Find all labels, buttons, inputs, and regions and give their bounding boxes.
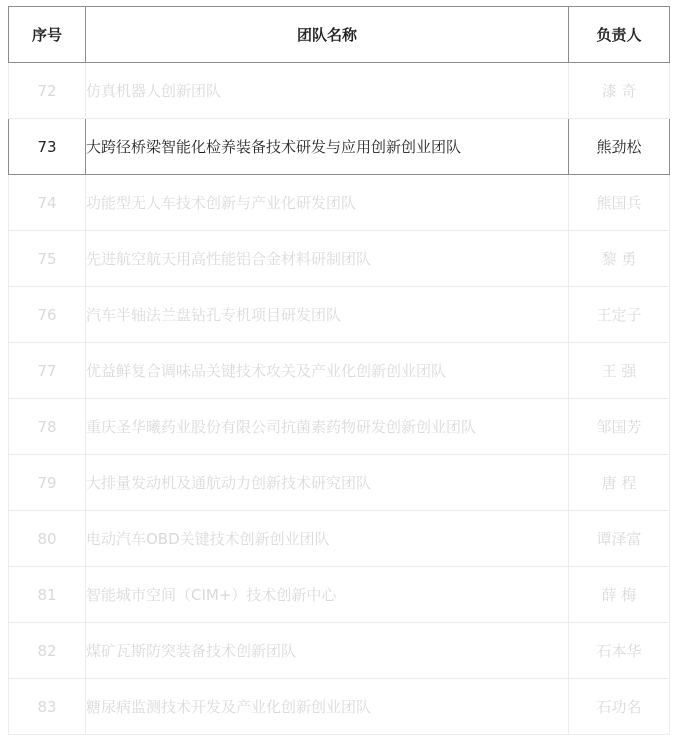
team-name-cell: 汽车半轴法兰盘钻孔专机项目研发团队: [86, 287, 569, 343]
team-name-cell: 仿真机器人创新团队: [86, 63, 569, 119]
serial-number-cell: 81: [9, 567, 86, 623]
serial-number-cell: 83: [9, 679, 86, 735]
serial-number-cell: 77: [9, 343, 86, 399]
serial-number-cell: 75: [9, 231, 86, 287]
serial-number-cell: 72: [9, 63, 86, 119]
team-name-cell: 大跨径桥梁智能化检养装备技术研发与应用创新创业团队: [86, 119, 569, 175]
team-name-cell: 功能型无人车技术创新与产业化研发团队: [86, 175, 569, 231]
team-table: [8, 6, 670, 735]
header-leader: 负责人: [569, 7, 670, 63]
leader-cell: 漆 奇: [569, 63, 670, 119]
leader-cell: 石本华: [569, 623, 670, 679]
table-row[interactable]: [9, 287, 670, 343]
serial-number-cell: 78: [9, 399, 86, 455]
team-name-cell: 煤矿瓦斯防突装备技术创新团队: [86, 623, 569, 679]
team-name-cell: 大排量发动机及通航动力创新技术研究团队: [86, 455, 569, 511]
table-row[interactable]: [9, 511, 670, 567]
team-name-cell: 重庆圣华曦药业股份有限公司抗菌素药物研发创新创业团队: [86, 399, 569, 455]
leader-cell: 谭泽富: [569, 511, 670, 567]
table-row[interactable]: [9, 343, 670, 399]
serial-number-cell: 79: [9, 455, 86, 511]
leader-cell: 邹国芳: [569, 399, 670, 455]
table-row[interactable]: [9, 119, 670, 175]
leader-cell: 石功名: [569, 679, 670, 735]
leader-cell: 熊国兵: [569, 175, 670, 231]
team-name-cell: 先进航空航天用高性能铝合金材料研制团队: [86, 231, 569, 287]
table-row[interactable]: [9, 567, 670, 623]
serial-number-cell: 82: [9, 623, 86, 679]
table-row[interactable]: [9, 455, 670, 511]
leader-cell: 黎 勇: [569, 231, 670, 287]
header-serial-number: 序号: [9, 7, 86, 63]
serial-number-cell: 76: [9, 287, 86, 343]
team-name-cell: 糖尿病监测技术开发及产业化创新创业团队: [86, 679, 569, 735]
table-row[interactable]: [9, 623, 670, 679]
serial-number-cell: 73: [9, 119, 86, 175]
leader-cell: 唐 程: [569, 455, 670, 511]
team-name-cell: 智能城市空间（CIM+）技术创新中心: [86, 567, 569, 623]
table-row[interactable]: [9, 679, 670, 735]
leader-cell: 王 强: [569, 343, 670, 399]
table-row[interactable]: [9, 399, 670, 455]
team-name-cell: 电动汽车OBD关键技术创新创业团队: [86, 511, 569, 567]
header-team-name: 团队名称: [86, 7, 569, 63]
leader-cell: 熊劲松: [569, 119, 670, 175]
leader-cell: 王定子: [569, 287, 670, 343]
serial-number-cell: 80: [9, 511, 86, 567]
table-header-row: [9, 7, 670, 63]
leader-cell: 薛 梅: [569, 567, 670, 623]
serial-number-cell: 74: [9, 175, 86, 231]
table-row[interactable]: [9, 175, 670, 231]
table-row[interactable]: [9, 63, 670, 119]
team-name-cell: 优益鲜复合调味品关键技术攻关及产业化创新创业团队: [86, 343, 569, 399]
table-row[interactable]: [9, 231, 670, 287]
